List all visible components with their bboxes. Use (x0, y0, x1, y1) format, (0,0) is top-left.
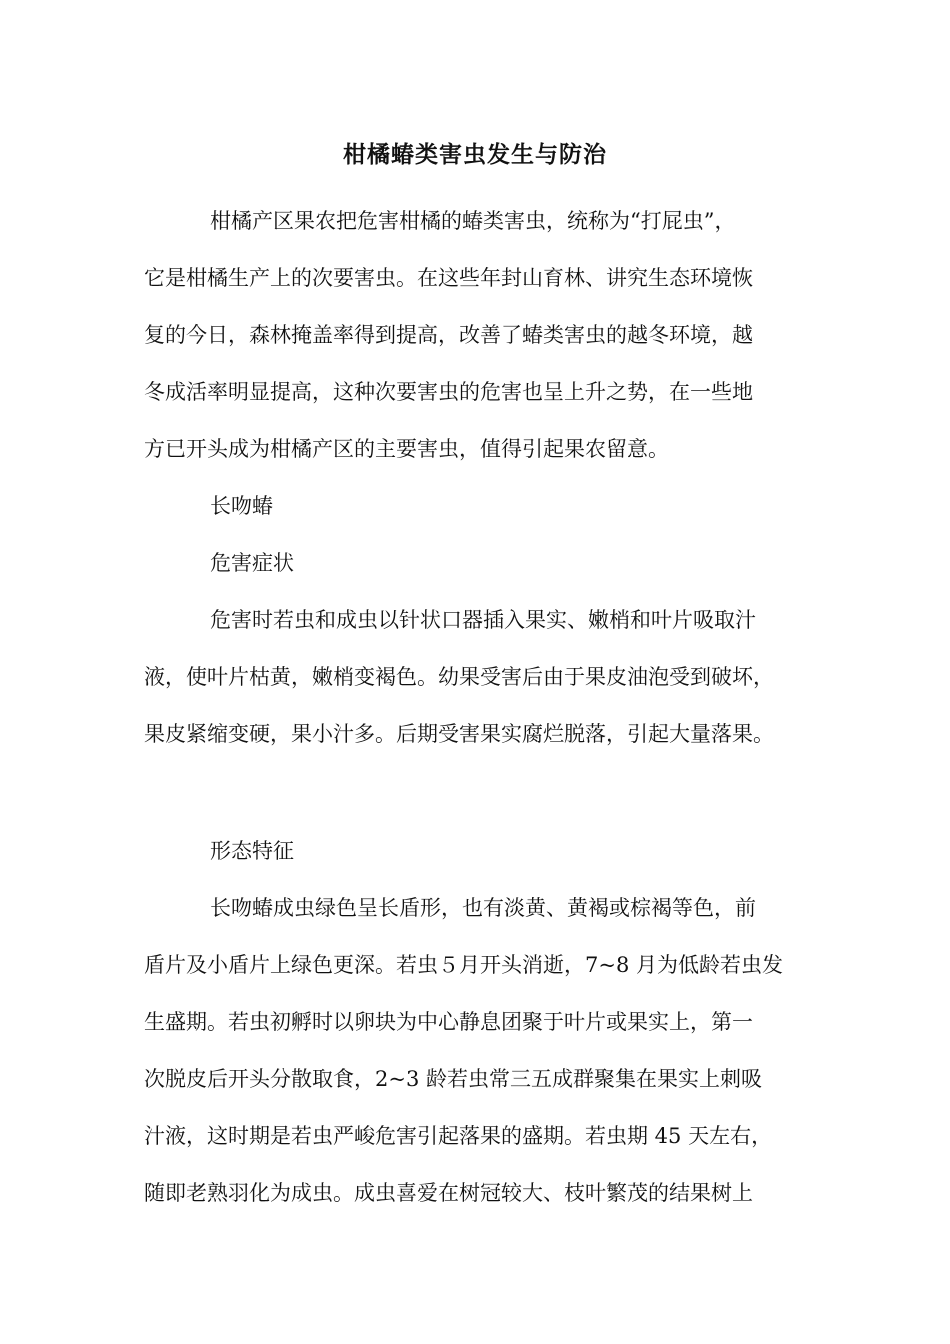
paragraph-line: 盾片及小盾片上绿色更深。若虫５月开头消逝，7~8 月为低龄若虫发 (144, 953, 783, 977)
paragraph-line: 汁液，这时期是若虫严峻危害引起落果的盛期。若虫期 45 天左右， (144, 1124, 773, 1148)
paragraph-line: 危害时若虫和成虫以针状口器插入果实、嫩梢和叶片吸取汁 (210, 608, 756, 632)
paragraph-line: 复的今日，森林掩盖率得到提高，改善了蝽类害虫的越冬环境，越 (144, 323, 753, 347)
section-heading: 长吻蝽 (210, 494, 273, 518)
paragraph-line: 柑橘产区果农把危害柑橘的蝽类害虫，统称为“打屁虫”， (210, 209, 736, 233)
paragraph-line: 随即老熟羽化为成虫。成虫喜爱在树冠较大、枝叶繁茂的结果树上 (144, 1181, 753, 1205)
paragraph-line: 生盛期。若虫初孵时以卵块为中心静息团聚于叶片或果实上，第一 (144, 1010, 753, 1034)
section-heading: 形态特征 (210, 839, 294, 863)
paragraph-line: 次脱皮后开头分散取食，2~3 龄若虫常三五成群聚集在果实上刺吸 (144, 1067, 762, 1091)
paragraph-line: 它是柑橘生产上的次要害虫。在这些年封山育林、讲究生态环境恢 (144, 266, 753, 290)
paragraph-line: 冬成活率明显提高，这种次要害虫的危害也呈上升之势，在一些地 (144, 380, 753, 404)
section-heading: 危害症状 (210, 551, 294, 575)
paragraph-line: 方已开头成为柑橘产区的主要害虫，值得引起果农留意。 (144, 437, 669, 461)
paragraph-line: 长吻蝽成虫绿色呈长盾形，也有淡黄、黄褐或棕褐等色，前 (210, 896, 756, 920)
paragraph-line: 果皮紧缩变硬，果小汁多。后期受害果实腐烂脱落，引起大量落果。 (144, 722, 774, 746)
document-title: 柑橘蝽类害虫发生与防治 (343, 141, 607, 168)
paragraph-line: 液，使叶片枯黄，嫩梢变褐色。幼果受害后由于果皮油泡受到破坏， (144, 665, 774, 689)
